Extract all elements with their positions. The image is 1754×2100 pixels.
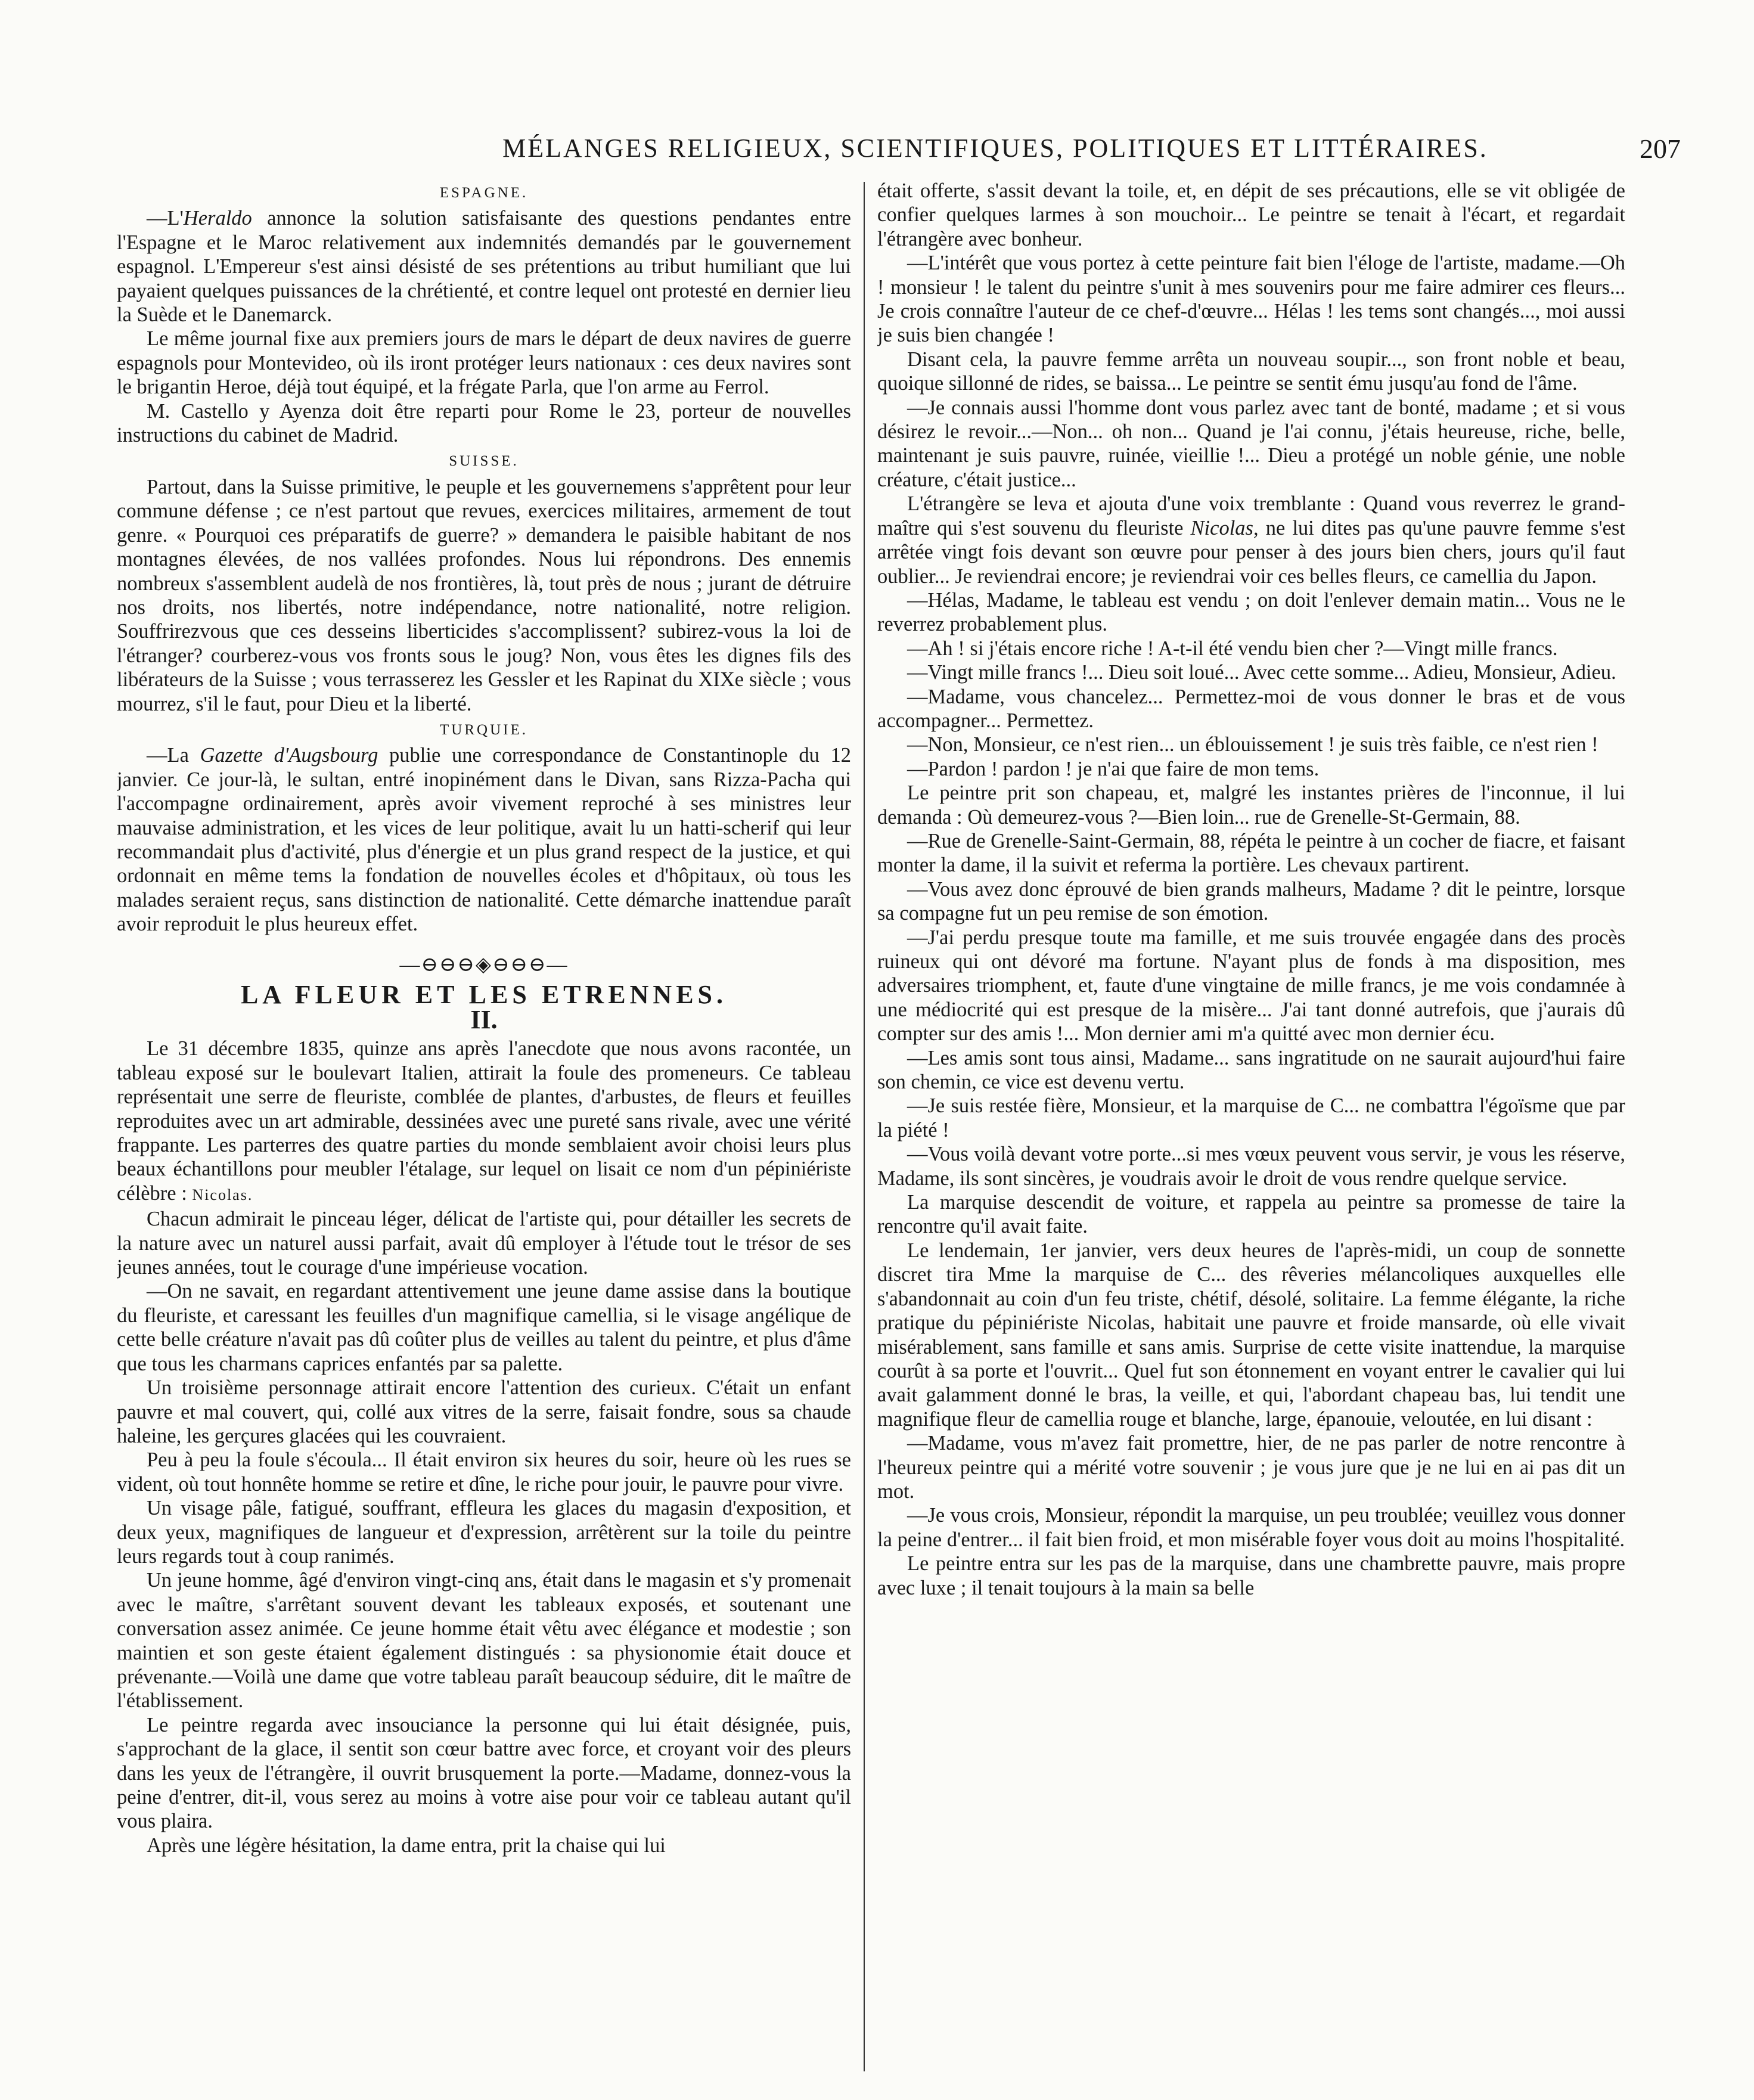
text-run: L'étrangère se leva et ajouta d'une voix tremblante : Quand vous reverrez le grand-maître qui s'est souvenu du fleuriste — [877, 492, 1625, 539]
paragraph: La marquise descendit de voiture, et rappela au peintre sa promesse de taire la rencontre qu'il avait faite. — [877, 1191, 1625, 1238]
paragraph: —Vous avez donc éprouvé de bien grands malheurs, Madame ? dit le peintre, lorsque sa compagne fut un peu remise de son émotion. — [877, 877, 1625, 925]
paragraph: —Je connais aussi l'homme dont vous parlez avec tant de bonté, madame ; et si vous désirez le revoir...—Non... oh non... Quand je l'ai connu, j'étais heureuse, riche, belle, maintenant je suis pauvre, ruinée, vieillie !... Dieu a protégé un noble génie, une noble créature, c'était justice... — [877, 396, 1625, 491]
column-rule — [864, 182, 865, 2071]
left-column — [117, 179, 851, 2039]
paragraph: —Hélas, Madame, le tableau est vendu ; on doit l'enlever demain matin... Vous ne le reverrez probablement plus. — [877, 588, 1625, 636]
paragraph — [117, 206, 851, 327]
story-title: LA FLEUR ET LES ETRENNES. — [240, 980, 728, 1009]
paragraph: —Les amis sont tous ainsi, Madame... sans ingratitude on ne saurait aujourd'hui faire son chemin, ce vice est devenu vertu. — [877, 1046, 1625, 1094]
newspaper-name: Gazette d'Augsbourg — [200, 744, 378, 767]
paragraph: Le même journal fixe aux premiers jours de mars le départ de deux navires de guerre espagnols pour Montevideo, où ils iront protéger leurs nationaux : ces deux navires sont le brigantin Heroe, déjà tout équipé, et la frégate Parla, que l'on arme au Ferrol. — [117, 327, 851, 399]
paragraph: Un troisième personnage attirait encore l'attention des curieux. C'était un enfant pauvre et mal couvert, qui, collé aux vitres de la serre, faisait fondre, sous sa chaude haleine, les gerçures glacées qui les couvraient. — [117, 1376, 851, 1447]
text-run: —L' — [147, 207, 184, 230]
page-header — [119, 128, 1681, 170]
paragraph: —Madame, vous chancelez... Permettez-moi de vous donner le bras et de vous accompagner... Permettez. — [877, 685, 1625, 732]
section-heading-turquie: TURQUIE. — [440, 721, 528, 738]
paragraph: Après une légère hésitation, la dame entra, prit la chaise qui lui — [147, 1834, 666, 1857]
text-run: Le 31 décembre 1835, quinze ans après l'anecdote que nous avons racontée, un tableau exposé sur le boulevart Italien, attirait la foule des promeneurs. Ce tableau représentait une serre de fleuriste, comblée de plantes, d'arbustes, de fleurs et feuilles reproduites avec un art admirable, dessinées avec une pureté sans rivale, avec une vérité frappante. Les parterres des quatre parties du monde semblaient avoir choisi leurs plus beaux échantillons pour meubler l'étalage, sur lequel on lisait ce nom d'un pépiniériste célèbre : — [117, 1037, 851, 1205]
paragraph: —Madame, vous m'avez fait promettre, hier, de ne pas parler de notre rencontre à l'heureux peintre qui a mérité votre souvenir ; je vous jure que je ne lui en ai pas dit un mot. — [877, 1432, 1625, 1503]
paragraph: M. Castello y Ayenza doit être reparti pour Rome le 23, porteur de nouvelles instructions du cabinet de Madrid. — [117, 399, 851, 447]
paragraph: Disant cela, la pauvre femme arrêta un nouveau soupir..., son front noble et beau, quoique sillonné de rides, se baissa... Le peintre se sentit ému jusqu'au fond de l'âme. — [877, 348, 1625, 395]
page-number: 207 — [1640, 134, 1681, 164]
paragraph: —L'intérêt que vous portez à cette peinture fait bien l'éloge de l'artiste, madame.—Oh ! monsieur ! le talent du peintre s'unit à mes souvenirs pour me faire admirer ces fleurs... Je crois connaître l'auteur de ce chef-d'œuvre... Hélas ! les tems sont changés..., moi aussi je suis bien changée ! — [877, 252, 1625, 347]
text-run: publie une correspondance de Constantinople du 12 janvier. Ce jour-là, le sultan, entré inopinément dans le Divan, sans Rizza-Pacha qui l'accompagne ordinairement, après avoir vivement reproché à ses ministres leur mauvaise administration, et les vices de leur politique, avait lu un hatti-scherif qui leur recommandait plus d'activité, plus d'énergie et un plus grand respect de la justice, et qui ordonnait en même tems la fondation de nouvelles écoles et d'hôpitaux, où tous les malades seraient reçus, sans distinction de nationalité. Cette démarche inattendue paraît avoir reproduit le plus heureux effet. — [117, 744, 851, 936]
text-run: —La — [147, 744, 200, 767]
paragraph: Le lendemain, 1er janvier, vers deux heures de l'après-midi, un coup de sonnette discret tira Mme la marquise de C... des rêveries mélancoliques auxquelles elle s'abandonnait au coin d'un feu triste, chétif, désolé, solitaire. La femme élégante, la riche pratique du pépiniériste Nicolas, habitait une pauvre et froide mansarde, où elle vivait misérablement, sans famille et sans amis. Surprise de cette visite inattendue, la marquise courût à sa porte et l'ouvrit... Quel fut son étonnement en voyant entrer le cavalier qui lui avait galamment donné le bras, la veille, et qui, l'abordant chapeau bas, lui tendit une magnifique fleur de camellia rouge et blanche, large, épanouie, veloutée, en lui disant : — [877, 1239, 1625, 1431]
paragraph: Un visage pâle, fatigué, souffrant, effleura les glaces du magasin d'exposition, et deux yeux, magnifiques de langueur et d'expression, arrêtèrent sur la toile du peintre leurs regards tout à coup ranimés. — [117, 1497, 851, 1568]
text-run: annonce la solution satisfaisante des questions pendantes entre l'Espagne et le Maroc relativement aux indemnités demandés par le gouvernement espagnol. L'Empereur s'est ainsi désisté de ses prétentions au tribut humiliant que lui payaient quelques puissances de la chrétienté, et contre lequel ont protesté en dernier lieu la Suède et le Danemarck. — [117, 207, 851, 327]
story-part-number: II. — [470, 1005, 498, 1035]
paragraph: Le peintre regarda avec insouciance la personne qui lui était désignée, puis, s'approchant de la glace, il sentit son cœur battre avec force, et croyant voir des pleurs dans les yeux de l'étrangère, il ouvrit brusquement la porte.—Madame, donnez-vous la peine d'entrer, dit-il, vous serez au moins à votre aise pour voir ce tableau autant qu'il vous plaira. — [117, 1713, 851, 1833]
paragraph — [877, 492, 1625, 588]
paragraph: —Je vous crois, Monsieur, répondit la marquise, un peu troublée; veuillez vous donner la peine d'entrer... il fait bien froid, et mon misérable foyer vous doit au moins l'hospitalité. — [877, 1504, 1625, 1551]
paragraph: —J'ai perdu presque toute ma famille, et me suis trouvée engagée dans des procès ruineux qui ont dévoré ma fortune. N'ayant plus de fonds à ma disposition, mes adversaires triomphent, et, faute d'une vingtaine de mille francs, je me vois condamnée à une médiocrité qui est presque de la misère... J'ai tant donné autrefois, que j'aurais dû compter sur des amis !... Mon dernier ami m'a quitté avec mon dernier écu. — [877, 926, 1625, 1046]
section-heading-espagne: ESPAGNE. — [439, 185, 529, 201]
paragraph: —On ne savait, en regardant attentivement une jeune dame assise dans la boutique du fleuriste, et caressant les feuilles d'un magnifique camellia, si le visage angélique de cette belle créature n'avait pas dû coûter plus de veilles au talent du peintre, et plus d'âme que tous les charmans caprices enfantés par sa palette. — [117, 1280, 851, 1375]
paragraph: —Rue de Grenelle-Saint-Germain, 88, répéta le peintre à un cocher de fiacre, et faisant monter la dame, il la suivit et referma la portière. Les chevaux partirent. — [877, 829, 1625, 877]
paragraph: —Pardon ! pardon ! je n'ai que faire de mon tems. — [907, 757, 1320, 780]
paragraph: Partout, dans la Suisse primitive, le peuple et les gouvernemens s'apprêtent pour leur commune défense ; ce n'est partout que revues, exercices militaires, armement de tout genre. « Pourquoi ces préparatifs de guerre? » demandera le paisible habitant de nos montagnes élevées, de nos vallées profondes. Nous lui répondrons. Des ennemis nombreux s'assemblent audelà de nos frontières, là, tout près de nous ; jurant de détruire nos droits, nos libertés, notre indépendance, notre nationalité, notre religion. Souffrirezvous que ces desseins liberticides s'accomplissent? subirez-vous la loi de l'étranger? courberez-vous vos fronts sous le joug? Non, vous êtes les dignes fils des libérateurs de la Suisse ; vous terrasserez les Gessler et les Rapinat du XIXe siècle ; vous mourrez, s'il le faut, pour Dieu et la liberté. — [117, 475, 851, 715]
paragraph — [117, 743, 851, 936]
paragraph: —Vous voilà devant votre porte...si mes vœux peuvent vous servir, je vous les réserve, Madame, ils sont sincères, je voudrais avoir le droit de vous rendre quelque service. — [877, 1143, 1625, 1190]
paragraph: était offerte, s'assit devant la toile, et, en dépit de ses précautions, elle se vit obligée de confier quelques larmes à son mouchoir... Le peintre se tenait à l'écart, et regardait l'étrangère avec bonheur. — [877, 179, 1625, 250]
paragraph: Peu à peu la foule s'écoula... Il était environ six heures du soir, heure où les rues se vident, où tout honnête homme se retire et dîne, le riche pour jouir, le pauvre pour vivre. — [117, 1448, 851, 1496]
italic-name: Nicolas, — [1190, 516, 1259, 539]
paragraph: Le peintre prit son chapeau, et, malgré les instantes prières de l'inconnue, il lui demanda : Où demeurez-vous ?—Bien loin... rue de Grenelle-St-Germain, 88. — [877, 781, 1625, 829]
paragraph: Chacun admirait le pinceau léger, délicat de l'artiste qui, pour détailler les secrets de la nature avec un naturel aussi parfait, avait dû employer à l'étude tout le trésor de ses jeunes années, tout le courage d'une impérieuse vocation. — [117, 1208, 851, 1279]
right-column — [877, 179, 1625, 2039]
paragraph: —Je suis restée fière, Monsieur, et la marquise de C... ne combattra l'égoïsme que par la piété ! — [877, 1094, 1625, 1141]
paragraph: —Ah ! si j'étais encore riche ! A-t-il été vendu bien cher ?—Vingt mille francs. — [907, 637, 1558, 660]
paragraph: Le peintre entra sur les pas de la marquise, dans une chambrette pauvre, mais propre avec luxe ; il tenait toujours à la main sa belle — [877, 1552, 1625, 1599]
text-run: ne lui dites pas qu'une pauvre femme s'est arrêtée vingt fois devant son œuvre pour penser à des jours bien chers, jours qu'il faut oublier... Je reviendrai encore; je reviendrai voir ces belles fleurs, ce camellia du Japon. — [877, 516, 1625, 588]
section-heading-suisse: SUISSE. — [449, 453, 519, 470]
paragraph: —Vingt mille francs !... Dieu soit loué... Avec cette somme... Adieu, Monsieur, Adieu. — [907, 661, 1616, 684]
paragraph: Un jeune homme, âgé d'environ vingt-cinq ans, était dans le magasin et s'y promenait avec le maître, s'arrêtant souvent devant les tableaux exposés, et soutenant une conversation assez animée. Ce jeune homme était vêtu avec élégance et modestie ; son maintien et son geste étaient également distingués : sa physionomie était douce et prévenante.—Voilà une dame que votre tableau paraît beaucoup séduire, dit le maître de l'établissement. — [117, 1569, 851, 1713]
running-title: MÉLANGES RELIGIEUX, SCIENTIFIQUES, POLITIQUES ET LITTÉRAIRES. — [502, 134, 1488, 163]
newspaper-name: Heraldo — [183, 207, 252, 230]
ornament-divider: —⊖⊖⊖◈⊖⊖⊖— — [399, 953, 569, 976]
paragraph: —Non, Monsieur, ce n'est rien... un éblouissement ! je suis très faible, ce n'est rien ! — [907, 733, 1598, 756]
small-caps-name: Nicolas. — [192, 1186, 253, 1203]
paragraph — [117, 1037, 851, 1207]
